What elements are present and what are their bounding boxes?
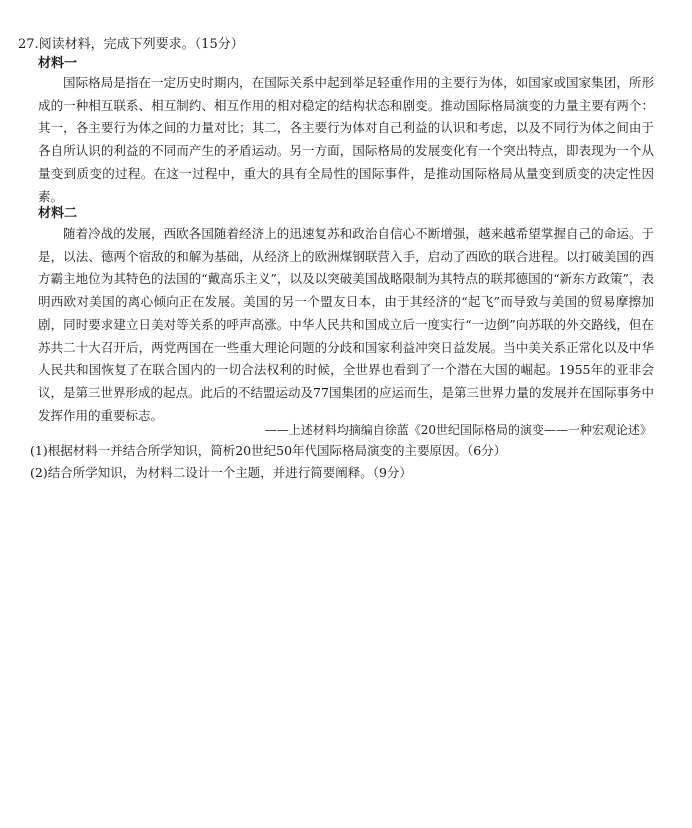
sub-question-2: (2)结合所学知识，为材料二设计一个主题，并进行简要阐释。（9分）	[30, 465, 412, 480]
sub-question-1: (1)根据材料一并结合所学知识，简析20世纪50年代国际格局演变的主要原因。（6分）	[30, 443, 507, 458]
material-two-text: 随着冷战的发展，西欧各国随着经济上的迅速复苏和政治自信心不断增强，越来越希望掌握自己的命运。于是，以法、德两个宿敌的和解为基础，从经济上的欧洲煤钢联营入手，启动了西欧的联合进程。以打破美国的西方霸主地位为其特色的法国的“戴高乐主义”，以及以突破美国战略限制为其特点的联邦德国的“新东方政策”，表明西欧对美国的离心倾向正在发展。美国的另一个盟友日本，由于其经济的“起飞”而导致与美国的贸易摩擦加剧，同时要求建立日美对等关系的呼声高涨。中华人民共和国成立后一度实行“一边倒”向苏联的外交路线，但在苏共二十大召开后，两党两国在一些重大理论问题的分歧和国家利益冲突日益发展。当中美关系正常化以及中华人民共和国恢复了在联合国内的一切合法权利的时候，全世界也看到了一个潜在大国的崛起。1955年的亚非会议，是第三世界形成的起点。此后的不结盟运动及77国集团的应运而生，是第三世界力量的发展并在国际事务中发挥作用的重要标志。	[38, 226, 654, 423]
material-source: ——上述材料均摘编自徐蓝《20世纪国际格局的演变——一种宏观论述》	[264, 423, 652, 437]
question-title: 27.阅读材料，完成下列要求。（15分）	[18, 37, 244, 52]
material-one-heading: 材料一	[38, 56, 78, 71]
material-one-text: 国际格局是指在一定历史时期内，在国际关系中起到举足轻重作用的主要行为体，如国家或国家集团，所形成的一种相互联系、相互制约、相互作用的相对稳定的结构状态和剧变。推动国际格局演变的力量主要有两个：其一，各主要行为体之间的力量对比；其二，各主要行为体对自己利益的认识和考虑，以及不同行为体之间由于各自所认识的利益的不同而产生的矛盾运动。另一方面，国际格局的发展变化有一个突出特点，即表现为一个从量变到质变的过程。在这一过程中，重大的具有全局性的国际事件，是推动国际格局从量变到质变的决定性因素。	[38, 75, 654, 204]
material-two-heading: 材料二	[38, 206, 78, 221]
